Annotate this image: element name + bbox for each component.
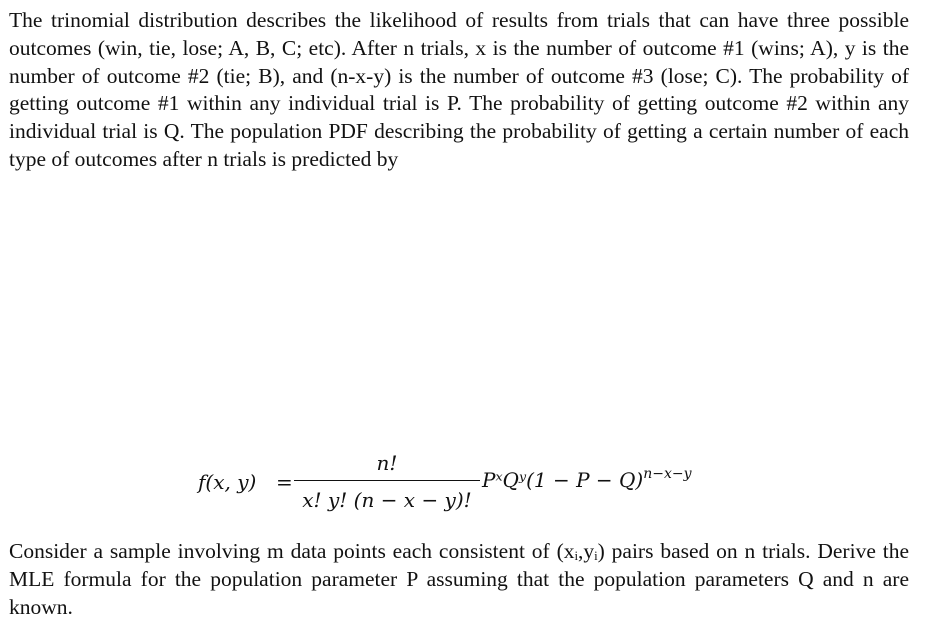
- formula-denominator: x! y! (n − x − y)!: [302, 488, 472, 513]
- formula-rhs: [482, 466, 692, 492]
- formula-lhs: f(x, y): [198, 470, 257, 494]
- formula-fraction: [294, 448, 480, 515]
- trinomial-pdf-formula: [198, 448, 738, 518]
- formula-numerator: n!: [376, 451, 398, 475]
- formula-rhs-exponent: n−x−y: [643, 466, 692, 482]
- intro-paragraph: The trinomial distribution describes the likelihood of results from trials that can have three possible outcomes (win, tie, lose; A, B, C; etc). After n trials, x is the number of outcome #1 (wins; A), y is the number of outcome #2 (tie; B), and (n-x-y) is the number of outcome #3 (lose; C). The probability of getting outcome #1 within any individual trial is P. The probability of getting outcome #2 within any individual trial is Q. The population PDF describing the probability of getting a certain number of each type of outcomes after n trials is predicted by: [9, 8, 909, 171]
- formula-equals-sign: =: [276, 470, 293, 494]
- task-paragraph: Consider a sample involving m data points each consistent of (xᵢ,yᵢ) pairs based on n trials. Derive the MLE formula for the population parameter P assuming that the population parameters Q and n are known.: [9, 539, 909, 619]
- formula-rhs-base: PˣQʸ(1 − P − Q): [482, 468, 644, 492]
- fraction-bar: [294, 480, 480, 481]
